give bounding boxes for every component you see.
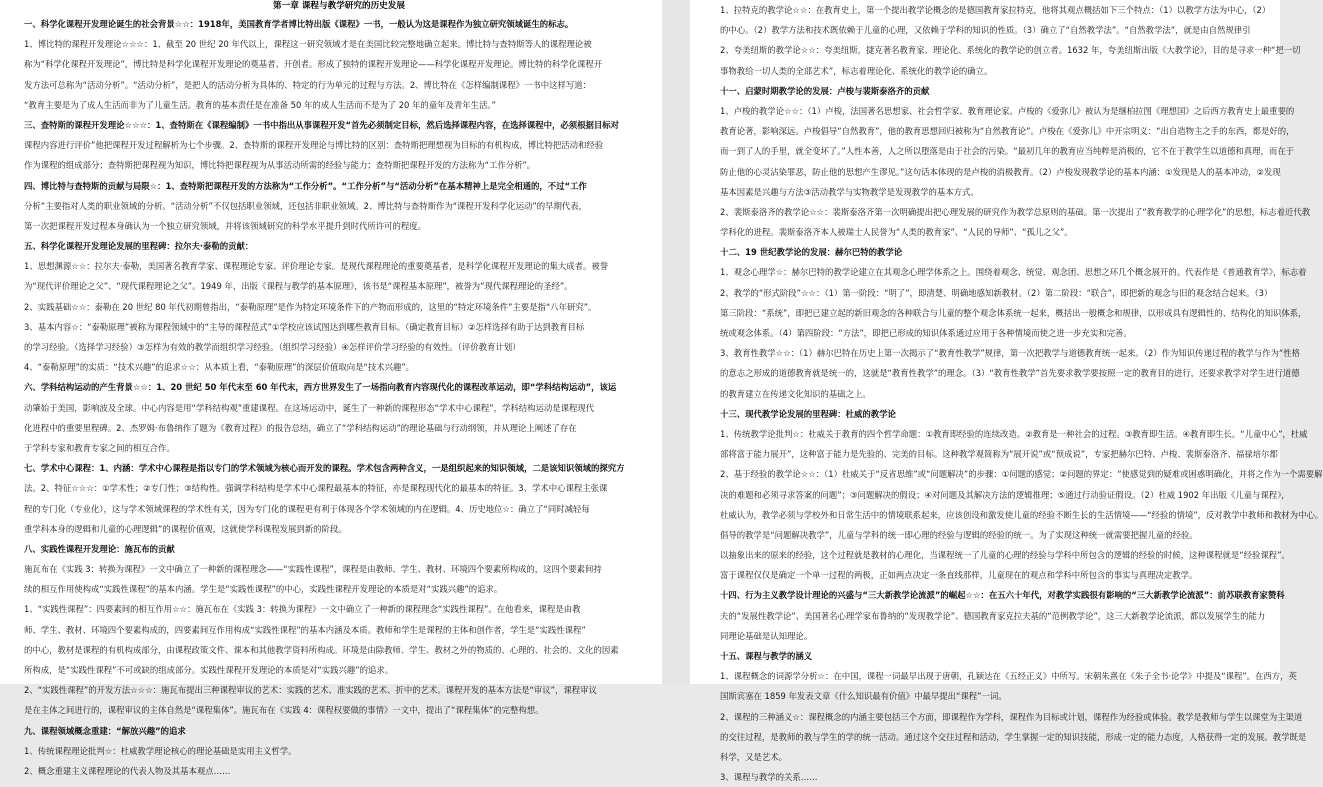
text-line: 基本因素是兴趣与方法③活动教学与实物教学是发现教学的基本方式。 <box>720 186 979 197</box>
text-line: 2、裴斯泰洛齐的教学论☆☆：裴斯泰洛齐第一次明确提出把心理发展的研究作为教学总原则的基础。第一次提出了“教育教学的心理学化”的思想，标志着近代教 <box>720 206 1311 217</box>
text-line: 科学，又是艺术。 <box>720 751 787 762</box>
text-line: 4、“泰勒原理”的实质：“技术兴趣”的追求☆☆：从本质上看，“泰勒原理”的深层价值取向是“技术兴趣”。 <box>24 362 415 373</box>
text-line: 杜威认为，教学必须与学校外和日常生活中的情境联系起来，应该创设和激发使儿童的经验不断生长的生活情境——“经验的情境”，反对教学中教师和教材为中心。 <box>720 509 1323 520</box>
text-line: 1、传统课程理论批判☆：杜威教学理论核心的理论基础是实用主义哲学。 <box>24 745 297 756</box>
text-line: 1、博比特的课程开发理论☆☆☆：1、截至 20 世纪 20 年代以上，课程这一研究领域才是在美国比较完整地确立起来。博比特与查特斯等人的课程理论被 <box>24 39 592 50</box>
text-line: 以抽象出来的原来的经验，这个过程就是教材的心理化，当课程统一了儿童的心理的经验与学科中所包含的逻辑的经验的时候，这种课程就是“经验课程”。 <box>720 550 1290 561</box>
text-line: 化进程中的重要里程碑。2、杰罗姆·布鲁纳作了题为《教育过程》的报告总结，确立了“学科结构运动”的理论基础与行动纲领，并从理论上阐述了存在 <box>24 422 577 433</box>
text-line: 夫的“发展性教学论”、美国著名心理学家布鲁纳的“发现教学论”、德国教育家克拉夫基的“范例教学论”，这三大新教学论流派，都以发展学生的能力 <box>720 610 1266 621</box>
text-line: 施瓦布在《实践 3：转换为课程》一文中确立了一种新的课程理念——“实践性课程”，课程是由教师、学生、教材、环境四个要素所构成的，这四个要素间持 <box>24 564 602 575</box>
text-line: 同理论基础是认知理论。 <box>720 630 813 641</box>
text-line: 的交往过程，是教师的教与学生的学的统一活动。通过这个交往过程和活动，学生掌握一定的知识技能，形成一定的能力态度，人格获得一定的发展。教学既是 <box>720 731 1307 742</box>
text-line: 2、实践基础☆☆：泰勒在 20 世纪 80 年代初期曾指出，“泰勒原理”是作为特定环境条件下的产物而形成的，这里的“特定环境条件”主要是指“八年研究”。 <box>24 301 597 312</box>
text-line: 事物教给一切人类的全部艺术”，标志着理论化、系统化的教学论的确立。 <box>720 65 993 76</box>
text-line: 的教育建立在传递文化知识的基础之上。 <box>720 388 871 399</box>
text-line: 第三阶段：“系统”，即把已建立起的新旧观念的各种联合与儿童的整个观念体系统一起来，概括出一般概念和规律，以形成具有逻辑性的、结构化的知识体系， <box>720 307 1307 318</box>
text-line: 倡导的教学是“问题解决教学”，儿童与学科的统一即心理的经验与逻辑的经验的统一。为了实现这种统一就需要把握儿童的经验。 <box>720 529 1198 540</box>
text-line: 2、“实践性课程”的开发方法☆☆☆：施瓦布提出三种课程审议的艺术：实践的艺术、准实践的艺术、折中的艺术。课程开发的基本方法是“审议”，课程审议 <box>24 685 597 696</box>
text-line: 防止他的心灵沾染罪恶，防止他的思想产生谬见。”这句话本体现的是卢梭的消极教育。（2）卢梭发现教学论的基本内涵：①发现是人的基本冲动，②发现 <box>720 166 1281 177</box>
right-text-body <box>720 0 1323 787</box>
text-line: 的中心，教材是课程的有机构成部分，由课程政策文件、课本和其他教学资料所构成。环境是由除教师、学生、教材之外的物质的、心理的、社会的、文化的因素 <box>24 644 619 655</box>
text-line: 的学习经验。（选择学习经验）③怎样为有效的教学而组织学习经验。（组织学习经验）④怎样评价学习经验的有效性。（评价教育计划） <box>24 342 521 352</box>
text-line: 作为课程的组成部分；查特斯把课程视为知识，博比特把课程视为从事活动所需的经验与能力；查特斯把课程开发的方法称为“工作分析”。 <box>24 160 536 171</box>
text-line: 3、教育性教学☆☆：（1）赫尔巴特在历史上第一次揭示了“教育性教学”规律，第一次把教学与道德教育统一起来。（2）作为知识传递过程的教学与作为“性格 <box>720 348 1300 359</box>
text-line: 九、课程领域概念重建：“解放兴趣”的追求 <box>24 725 186 736</box>
text-line: 1、卢梭的教学论☆☆：（1）卢梭，法国著名思想家、社会哲学家、教育理论家。卢梭的《爱弥儿》被认为是继柏拉图《理想国》之后西方教育史上最重要的 <box>720 105 1295 116</box>
text-line: 3、课程与教学的关系…… <box>720 772 818 783</box>
text-line: 2、基于经验的教学论☆☆：（1）杜威关于“反省思维”或“问题解决”的步骤：①问题的感觉；②问题的界定：“使感觉到的疑难或困惑明确化，并将之作为一个需要解 <box>720 469 1323 480</box>
text-line: 三、查特斯的课程开发理论☆☆☆：1、查特斯在《课程编制》一书中指出从事课程开发“首先必须制定目标，然后选择课程内容，在选择课程中，必须根据目标对 <box>24 119 619 130</box>
text-line: 发方法可总称为“活动分析”。“活动分析”，是把人的活动分析为具体的、特定的行为单元的过程与方法。2、博比特在《怎样编制课程》一书中这样写道： <box>24 79 592 90</box>
text-line: 续的相互作用使构成“实践性课程”的基本内涵。学生是“实践性课程”的中心，实践性课程开发理论的本质是对“实践兴趣”的追求。 <box>24 584 503 595</box>
page-title: 第一章 课程与教学研究的历史发展 <box>273 1 405 11</box>
text-line: 3、基本内容☆：“泰勒原理”被称为课程领域中的“主导的课程范式”①学校应该试图达到哪些教育目标。（确定教育目标）②怎样选择有助于达到教育目标 <box>24 321 585 332</box>
text-line: 十四、行为主义教学设计理论的兴盛与“三大新教学论流派”的崛起☆☆：在五六十年代，对教学实践很有影响的“三大新教学论流派”：前苏联教育家赞科 <box>720 590 1285 601</box>
text-line: 的意志之形成的道德教育就是统一的，这就是“教育性教学”的理念。（3）“教育性教学”首先要求教学要按照一定的教育目的进行，还要求教学对学生进行道德 <box>720 368 1300 379</box>
text-line: 1、传统教学论批判☆：杜威关于教育的四个哲学命题：①教育即经验的连续改造。②教育是一种社会的过程。③教育即生活。④教育即生长。“儿童中心”，杜威 <box>720 428 1308 439</box>
text-line: 十二、19 世纪教学论的发展：赫尔巴特的教学论 <box>720 247 903 258</box>
text-line: 动肇始于美国，影响波及全球。中心内容是用“学科结构观”重建课程。在这场运动中，诞生了一种新的课程形态“学术中心课程”，学科结构运动是课程现代 <box>24 402 595 413</box>
text-line: 四、博比特与查特斯的贡献与局限☆：1、查特斯把课程开发的方法称为“工作分析”。“工作分析”与“活动分析”在基本精神上是完全相通的，不过“工作 <box>24 180 587 191</box>
text-line: 十五、课程与教学的涵义 <box>720 651 813 661</box>
text-line: 为“现代评价理论之父”、“现代课程理论之父”。1949 年，出版《课程与教学的基本原理》，该书是“课程基本原理”，被誉为“现代课程理论的圣经”。 <box>24 281 573 292</box>
text-line: 而一到了人的手里，就全变坏了。”人性本善，人之所以堕落是由于社会的污染。“最初几年的教育应当纯粹是消极的，它不在于教学生以道德和真理，而在于 <box>720 146 1294 157</box>
text-line: 决的难题和必须寻求答案的问题”；③问题解决的假设；④对问题及其解决方法的逻辑推理；⑤通过行动验证假设。（2）杜威 1902 年出版《儿童与课程》， <box>720 489 1290 500</box>
text-line: 第一次把课程开发过程本身确认为一个独立研究领域，并将该领域研究的科学水平提升到时代所许可的程度。 <box>24 220 426 231</box>
text-line: 学科化的进程。裴斯泰洛齐本人被瑞士人民誉为“人类的教育家”、“人民的导师”、“孤儿之父”。 <box>720 227 1073 238</box>
text-line: 国斯宾塞在 1859 年发表文章《什么知识最有价值》中最早提出“课程”一词。 <box>720 691 1007 702</box>
text-line: 1、思想渊源☆☆：拉尔夫·泰勒，美国著名教育学家、课程理论专家、评价理论专家。是现代课程理论的重要奠基者，是科学化课程开发理论的集大成者。被誉 <box>24 261 609 272</box>
text-line: 统或观念体系。（4）第四阶段：“方法”，即把已形成的知识体系通过应用于各种情境而使之进一步充实和完善。 <box>720 328 1132 338</box>
text-line: 2、概念重建主义课程理论的代表人物及其基本观点…… <box>24 765 231 776</box>
text-line: 2、课程的三种涵义☆：课程概念的内涵主要包括三个方面，即课程作为学科，课程作为目标或计划，课程作为经验或体验。教学是教师与学生以课堂为主渠道 <box>720 711 1303 722</box>
text-line: 于学科专家和教育专家之间的相互合作。 <box>24 442 175 453</box>
text-line: 是在主体之间进行的，课程审议的主体自然是“课程集体”。施瓦布在《实践 4：课程权要做的事情》一文中，提出了“课程集体”的完整构想。 <box>24 705 544 716</box>
text-line: 富于课程仅仅是确定一个单一过程的两极，正如两点决定一条直线那样，儿童现在的观点和学科中所包含的事实与真理决定教学。 <box>720 570 1198 581</box>
document-page-left <box>0 0 662 776</box>
text-line: 部将富于能力展开”，这种富于能力是先验的、完美的目标。这种教学观简称为“展开说”或“预成说”，专家把赫尔巴特、卢梭、裴斯泰洛齐、福禄培尔都 <box>720 449 1278 460</box>
text-line: 法。2、特征☆☆☆：①学术性；②专门性；③结构性。强调学科结构是学术中心课程最基本的特征，亦是课程现代化的最基本的特征。3、学术中心课程主张课 <box>24 483 608 494</box>
page-gap <box>662 0 690 684</box>
text-line: 1、课程概念的词源学分析☆：在中国，课程一词最早出现于唐朝，孔颖达在《五经正义》中所写。宋朝朱熹在《朱子全书·论学》中提及“课程”。在西方，英 <box>720 671 1297 682</box>
text-line: 一、科学化课程开发理论诞生的社会背景☆☆：1918年，美国教育学者博比特出版《课程》一书，一般认为这是课程作为独立研究领域诞生的标志。 <box>24 19 574 29</box>
text-line: 所构成，是“实践性课程”不可或缺的组成部分。实践性课程开发理论的本质是对“实践兴趣”的追求。 <box>24 665 394 675</box>
text-line: 程的专门化（专业化），这与学术领域课程的学术性有关，因为专门化的课程更有利于体现各个学术领域的内在逻辑。4、历史地位☆：确立了“同时减轻每 <box>24 503 590 514</box>
text-line: 十三、现代教学论发展的里程碑：杜威的教学论 <box>720 408 896 419</box>
text-line: 课程内容进行评价”他把课程开发过程解析为七个步骤。2、查特斯的课程开发理论与博比特的区别：查特斯把理想视为目标的有机构成，博比特把活动和经验 <box>24 140 604 151</box>
text-line: “教育主要是为了成人生活而非为了儿童生活。教育的基本责任是在准备 50 年的成人生活而不是为了 20 年的童年及青年生活。” <box>24 99 496 110</box>
text-line: 教育论著，影响深远。卢梭倡导“自然教育”，他的教育思想回归被称为“自然教育论”。卢梭在《爱弥儿》中开宗明义：“出自造物主之手的东西，都是好的， <box>720 126 1295 137</box>
text-line: 重学科本身的逻辑和儿童的心理逻辑”的课程价值观，这就使学科课程发展到新的阶段。 <box>24 523 347 534</box>
text-line: 2、夸美纽斯的教学论☆☆：夸美纽斯，捷克著名教育家、理论化、系统化的教学论的创立者。1632 年，夸美纽斯出版《大教学论》，目的是寻求一种“把一切 <box>720 45 1301 56</box>
text-line: 的中心。（2）教学方法和技术既依赖于儿童的心理，又依赖于学科的知识的性质。（3）确立了“自然教学法”。“自然教学法”，就是由自然规律引 <box>720 25 1251 36</box>
left-text-body <box>24 14 654 781</box>
text-line: 1、“实践性课程”：四要素间的相互作用☆☆：施瓦布在《实践 3：转换为课程》一文中确立了一种新的课程理念“实践性课程”。在他看来，课程是由教 <box>24 604 581 615</box>
text-line: 1、拉特克的教学论☆☆：在教育史上，第一个提出教学论概念的是德国教育家拉特克，他将其观点概括如下三个特点：（1）以教学方法为中心，（2） <box>720 5 1271 15</box>
text-line: 十一、启蒙时期教学论的发展：卢梭与裴斯泰洛齐的贡献 <box>720 85 930 96</box>
text-line: 七、学术中心课程：1、内涵：学术中心课程是指以专门的学术领域为核心而开发的课程。学术包含两种含义，一是组织起来的知识领域，二是该知识领域的探究方 <box>24 463 625 474</box>
text-line: 五、科学化课程开发理论发展的里程碑：拉尔夫·泰勒的贡献： <box>24 241 254 252</box>
text-line: 六、学科结构运动的产生背景☆☆：1、20 世纪 50 年代末至 60 年代末，西方世界发生了一场指向教育内容现代化的课程改革运动，即“学科结构运动”，该运 <box>24 382 617 393</box>
text-line: 师、学生、教材、环境四个要素构成的，四要素间互作用构成“实践性课程”的基本内涵及本质。教师和学生是课程的主体和创作者，学生是“实践性课程” <box>24 624 586 635</box>
text-line: 2、教学的“形式阶段”☆☆：（1）第一阶段：“明了”，即清楚、明确地感知新教材。（2）第二阶段：“联合”，即把新的观念与旧的观念结合起来。（3） <box>720 287 1273 298</box>
text-line: 分析”主要指对人类的职业领域的分析。“活动分析”不仅包括职业领域，还包括非职业领域。2、博比特与查特斯作为“课程开发科学化运动”的早期代表， <box>24 200 588 211</box>
document-page-right <box>690 0 1323 783</box>
text-line: 称为“科学化课程开发理论”，博比特是科学化课程开发理论的奠基者、开创者。形成了独特的课程开发理论——科学化课程开发理论。博比特的科学化课程开 <box>24 59 603 70</box>
text-line: 1、观念心理学☆：赫尔巴特的教学论建立在其观念心理学体系之上。围绕着观念、统觉、观念团、思想之环几个概念展开的。代表作是《普通教育学》，标志着 <box>720 267 1307 278</box>
text-line: 八、实践性课程开发理论：施瓦布的贡献 <box>24 543 175 554</box>
